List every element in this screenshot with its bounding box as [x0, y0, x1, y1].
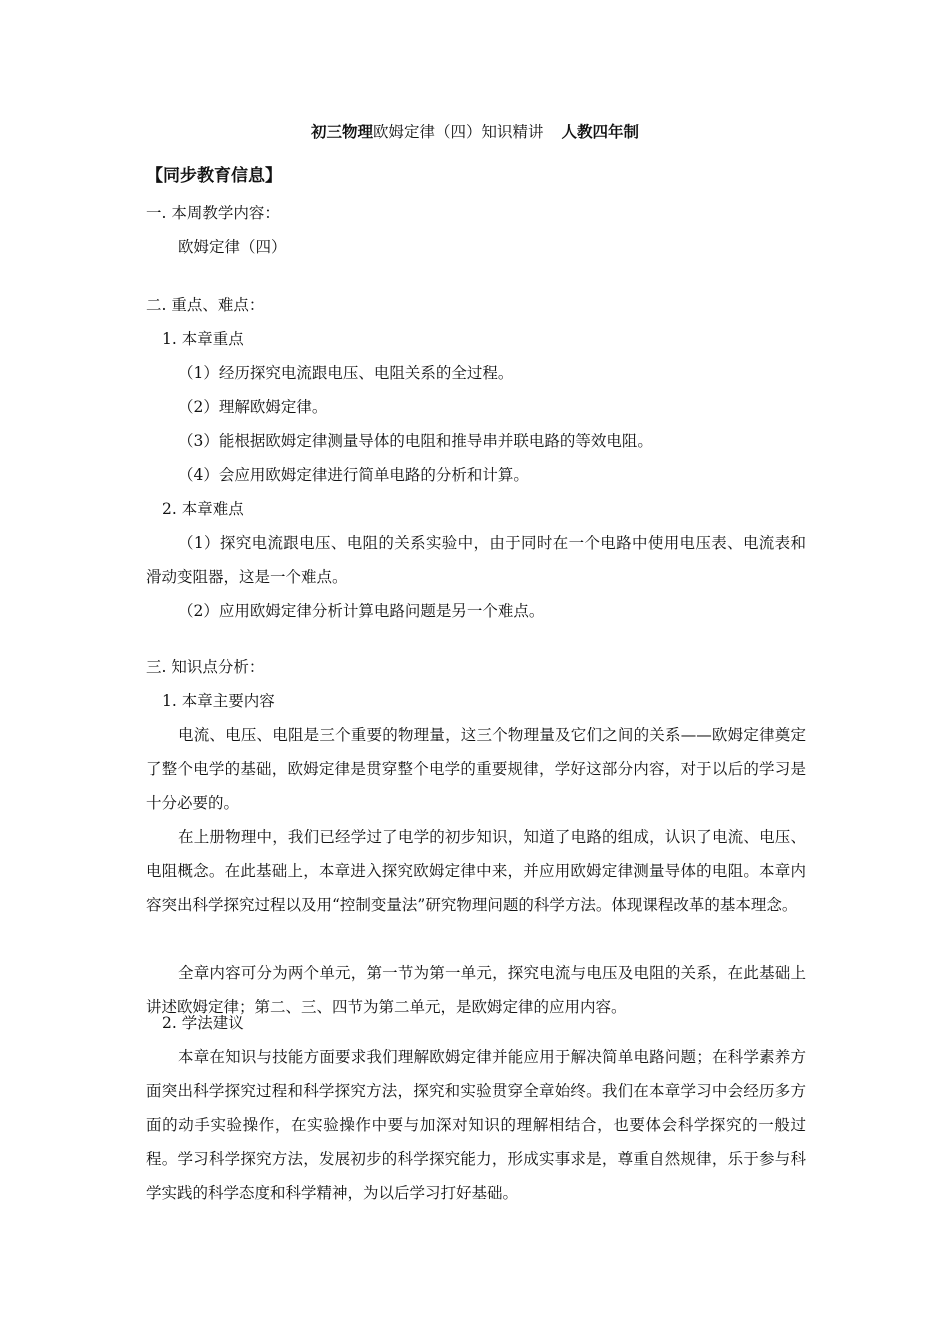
s3-heading: 三. 知识点分析：: [146, 658, 265, 676]
s3-paragraph-2: 在上册物理中，我们已经学过了电学的初步知识，知道了电路的组成，认识了电流、电压、电阻概念。在此基础上，本章进入探究欧姆定律中来，并应用欧姆定律测量导体的电阻。本章内容突出科学探究过程以及用“控制变量法”研究物理问题的科学方法。体现课程改革的基本理念。: [146, 828, 806, 914]
s3-sub2: 2. 学法建议: [162, 1014, 244, 1032]
s2-difficulty-2: （2）应用欧姆定律分析计算电路问题是另一个难点。: [178, 602, 545, 620]
s3-paragraph-1: 电流、电压、电阻是三个重要的物理量，这三个物理量及它们之间的关系——欧姆定律奠定了整个电学的基础，欧姆定律是贯穿整个电学的重要规律，学好这部分内容，对于以后的学习是十分必要的。: [146, 726, 806, 812]
s1-heading: 一. 本周教学内容：: [146, 204, 280, 222]
s2-sub2: 2. 本章难点: [162, 500, 244, 518]
s2-item-3: （3）能根据欧姆定律测量导体的电阻和推导串并联电路的等效电阻。: [178, 432, 653, 450]
title-main: 欧姆定律（四）知识精讲: [372, 123, 544, 141]
s2-item-2: （2）理解欧姆定律。: [178, 398, 328, 416]
s3-sub1: 1. 本章主要内容: [162, 692, 275, 710]
s2-heading: 二. 重点、难点：: [146, 296, 265, 314]
s2-difficulty-1: （1）探究电流跟电压、电阻的关系实验中，由于同时在一个电路中使用电压表、电流表和滑动变阻器，这是一个难点。: [146, 534, 806, 586]
section-heading: 【同步教育信息】: [146, 166, 282, 186]
title-prefix: 初三物理: [310, 122, 373, 141]
document-title: [0, 121, 950, 143]
s2-item-4: （4）会应用欧姆定律进行简单电路的分析和计算。: [178, 466, 529, 484]
s2-sub1: 1. 本章重点: [162, 330, 244, 348]
s3-paragraph-3: 全章内容可分为两个单元，第一节为第一单元，探究电流与电压及电阻的关系，在此基础上讲述欧姆定律；第二、三、四节为第二单元，是欧姆定律的应用内容。: [146, 964, 806, 1016]
s1-content: 欧姆定律（四）: [178, 238, 287, 256]
title-suffix: 人教四年制: [561, 122, 640, 141]
s2-item-1: （1）经历探究电流跟电压、电阻关系的全过程。: [178, 364, 514, 382]
s3-paragraph-4: 本章在知识与技能方面要求我们理解欧姆定律并能应用于解决简单电路问题；在科学素养方面突出科学探究过程和科学探究方法，探究和实验贯穿全章始终。我们在本章学习中会经历多方面的动手实验操作，在实验操作中要与加深对知识的理解相结合，也要体会科学探究的一般过程。学习科学探究方法，发展初步的科学探究能力，形成实事求是，尊重自然规律，乐于参与科学实践的科学态度和科学精神，为以后学习打好基础。: [146, 1048, 806, 1202]
